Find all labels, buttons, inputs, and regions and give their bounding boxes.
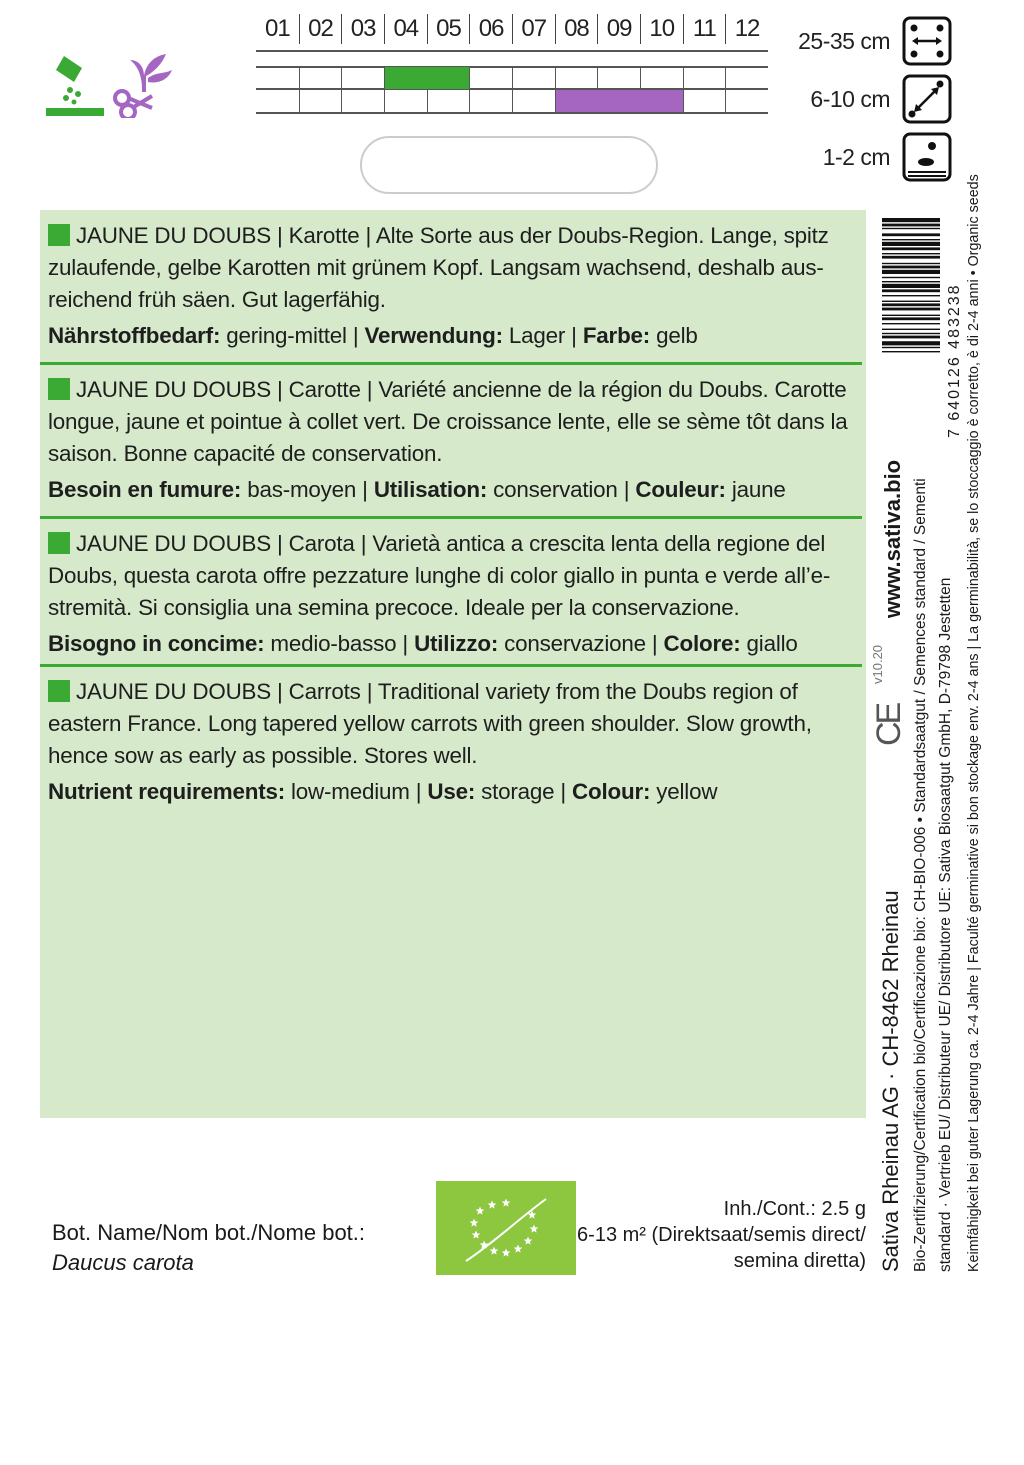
plant-spacing-icon: [902, 74, 952, 124]
sowing-depth: [796, 132, 956, 186]
description-de: [48, 220, 858, 352]
row-spacing-icon: [902, 16, 952, 66]
calendar-month-08: 08: [555, 14, 598, 44]
calendar-month-07: 07: [512, 14, 555, 44]
row-distance-label: 25-35 cm: [798, 28, 890, 54]
variety-name: JAUNE DU DOUBS: [76, 679, 272, 704]
variety-name: JAUNE DU DOUBS: [76, 377, 272, 402]
calendar-month-05: 05: [427, 14, 470, 44]
variety-name: JAUNE DU DOUBS: [76, 223, 272, 248]
certification-line-1: Bio-Zertifizierung/Certification bio/Certificazione bio: CH-BIO-006 • Standardsaatgut / Semences standard / Sementi: [912, 478, 929, 1272]
barcode-number: 7 640126 483238: [946, 283, 963, 438]
version-label: v10.20: [870, 644, 885, 684]
separator: [40, 516, 862, 519]
description-text: | Carotte | Variété ancienne de la région du Doubs. Carotte longue, jaune et pointue à collet vert. De croissance lente, elle se sème tôt dans la saison. Bonne capacité de conservation.: [48, 377, 848, 466]
description-text: | Carrots | Traditional variety from the Doubs region of eastern France. Long tapered yellow carrots with green shoulder. Slow growth, hence sow as early as possible. Stores well.: [48, 679, 812, 768]
calendar-month-02: 02: [299, 14, 342, 44]
sowing-area-line-1: 6-13 m² (Direktsaat/semis direct/: [577, 1224, 866, 1246]
calendar-month-04: 04: [384, 14, 427, 44]
botanical-name-value: Daucus carota: [52, 1250, 194, 1275]
calendar-month-01: 01: [264, 15, 290, 42]
company-address: Sativa Rheinau AG · CH-8462 Rheinau: [878, 890, 903, 1272]
description-fr: [48, 374, 858, 506]
net-content: Inh./Cont.: 2.5 g: [723, 1198, 866, 1220]
botanical-name-label: Bot. Name/Nom bot./Nome bot.:: [52, 1220, 366, 1245]
sowing-period-bar: [385, 67, 469, 89]
separator: [40, 362, 862, 365]
description-it: [48, 528, 858, 660]
eu-organic-logo: [436, 1181, 576, 1275]
hanger-hole: [360, 136, 658, 194]
harvest-scissors-icon: [108, 46, 178, 118]
description-text: | Karotte | Alte Sorte aus der Doubs-Region. Lange, spitz zulaufende, gelbe Karotten mit grünem Kopf. Langsam wachsend, deshalb aus-reichend früh säen. Gut lagerfähig.: [48, 223, 829, 312]
website-link[interactable]: www.sativa.bio: [880, 459, 905, 618]
plant-distance-label: 6-10 cm: [810, 86, 890, 112]
calendar-month-11: 11: [683, 14, 726, 44]
description-text: | Carota | Varietà antica a crescita lenta della regione del Doubs, questa carota offre pezzature lunghe di color giallo in punta e verde all’e-stremità. Si consiglia una semina precoce. Ideale per la conservazione.: [48, 531, 831, 620]
harvest-period-bar: [556, 90, 683, 112]
green-square-icon: [48, 378, 70, 400]
calendar-month-10: 10: [640, 14, 683, 44]
sowing-depth-label: 1-2 cm: [822, 144, 890, 170]
row-distance: [796, 16, 956, 70]
description-panel: [40, 210, 866, 1118]
separator: [40, 664, 862, 667]
contents-info: [560, 1196, 866, 1274]
description-en: [48, 676, 858, 808]
description-meta: Nährstoffbedarf: gering-mittel | Verwendung: Lager | Farbe: gelb: [48, 323, 698, 348]
calendar-month-header: [256, 14, 768, 44]
variety-name: JAUNE DU DOUBS: [76, 531, 272, 556]
description-meta: Bisogno in concime: medio-basso | Utilizzo: conservazione | Colore: giallo: [48, 631, 798, 656]
plant-distance: [796, 74, 956, 128]
description-meta: Nutrient requirements: low-medium | Use: storage | Colour: yellow: [48, 779, 718, 804]
botanical-name: [52, 1218, 365, 1278]
sowing-depth-icon: [902, 132, 952, 182]
calendar-month-03: 03: [341, 14, 384, 44]
ce-mark: CE: [870, 704, 908, 746]
green-square-icon: [48, 532, 70, 554]
green-square-icon: [48, 224, 70, 246]
calendar-month-12: 12: [725, 14, 768, 44]
sowing-harvest-calendar: [256, 14, 768, 114]
germination-note: Keimfähigkeit bei guter Lagerung ca. 2-4 Jahre | Faculté germinative si bon stockage env. 2-4 ans | La germinabilità, se lo stoccaggio è corretto, è di 2-4 anni • Organic seeds: [966, 174, 982, 1272]
calendar-month-06: 06: [469, 14, 512, 44]
description-meta: Besoin en fumure: bas-moyen | Utilisation: conservation | Couleur: jaune: [48, 477, 786, 502]
sowing-area-line-2: semina diretta): [733, 1250, 866, 1272]
green-square-icon: [48, 680, 70, 702]
barcode: [876, 216, 956, 438]
certification-line-2: standard · Vertrieb EU/ Distributeur UE/ Distributore UE: Sativa Biosaatgut GmbH, D-79798 Jestetten: [937, 577, 954, 1272]
sowing-icon: [44, 52, 106, 118]
calendar-month-09: 09: [597, 14, 640, 44]
